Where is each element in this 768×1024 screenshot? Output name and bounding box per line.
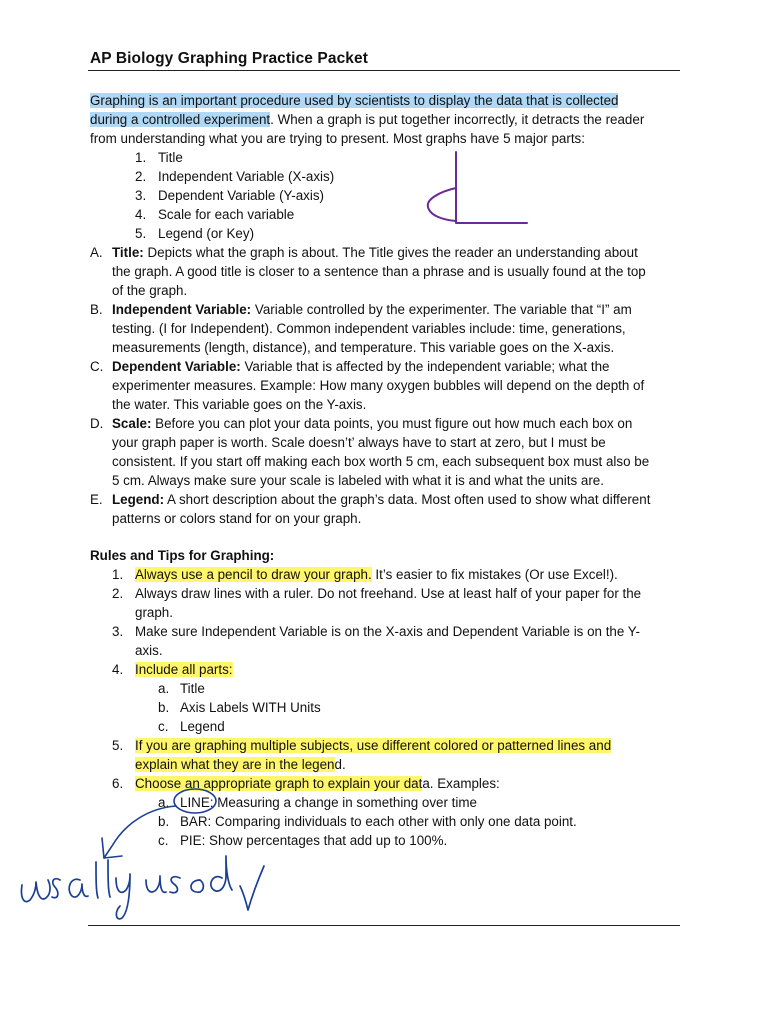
rule-num: 1. xyxy=(112,567,124,582)
intro-highlight-1: Graphing is an important procedure used by scientists to display the data that is collected xyxy=(90,93,619,108)
rule-highlight: If you are graphing multiple subjects, use different colored or patterned lines and xyxy=(135,738,612,753)
sub-item-letter: c. xyxy=(158,719,169,734)
rule-num: 2. xyxy=(112,586,124,601)
sub-item-letter: a. xyxy=(158,681,170,696)
definition-text: testing. (I for Independent). Common independent variables include: time, generations, xyxy=(112,321,626,336)
parts-item-num: 3. xyxy=(135,188,147,203)
sub-item-letter: b. xyxy=(158,814,170,829)
definition-text: patterns or colors stand for on your graph. xyxy=(112,511,362,526)
definition-term: Title: xyxy=(112,245,144,260)
sub-item: BAR: Comparing individuals to each other with only one data point. xyxy=(180,814,577,829)
rule-highlight: explain what they are in the legen xyxy=(135,757,335,772)
title-divider xyxy=(88,70,680,71)
definition-term: Scale: xyxy=(112,416,152,431)
definition-term: Dependent Variable: xyxy=(112,359,241,374)
intro-highlight-2: during a controlled experiment xyxy=(90,112,271,127)
definition-letter: D. xyxy=(90,416,104,431)
definition-text: the graph. A good title is closer to a sentence than a phrase and is usually found at the top xyxy=(112,264,646,279)
definition-text: of the graph. xyxy=(112,283,188,298)
sub-item: LINE: Measuring a change in something over time xyxy=(180,795,477,810)
definition-dependent-variable xyxy=(112,358,609,376)
sub-item-letter: b. xyxy=(158,700,170,715)
definition-text: consistent. If you start off making each box worth 5 cm, each subsequent box must also be xyxy=(112,454,650,469)
rule-highlight: Choose an appropriate graph to explain your dat xyxy=(135,776,423,791)
definition-letter: A. xyxy=(90,245,103,260)
arrowhead-icon xyxy=(102,838,122,858)
page-title: AP Biology Graphing Practice Packet xyxy=(90,50,368,67)
intro-line-2 xyxy=(90,111,644,129)
definition-term: Independent Variable: xyxy=(112,302,252,317)
rule-text: d. xyxy=(334,757,346,772)
sub-item: Legend xyxy=(180,719,225,734)
rule-item xyxy=(135,756,346,774)
parts-item: Scale for each variable xyxy=(158,207,295,222)
definition-legend xyxy=(112,491,650,509)
rule-num: 3. xyxy=(112,624,124,639)
rule-text: It’s easier to fix mistakes (Or use Excel!). xyxy=(371,567,618,582)
intro-line-1 xyxy=(90,92,618,110)
rule-item xyxy=(135,661,233,679)
rule-text: a. Examples: xyxy=(422,776,500,791)
definition-text: Before you can plot your data points, you must figure out how much each box on xyxy=(151,416,633,431)
handwriting-usually-icon xyxy=(21,860,130,919)
parts-item-num: 2. xyxy=(135,169,147,184)
parts-item: Independent Variable (X-axis) xyxy=(158,169,335,184)
definition-letter: B. xyxy=(90,302,103,317)
sub-item-letter: c. xyxy=(158,833,169,848)
parts-item: Title xyxy=(158,150,183,165)
rule-text: Make sure Independent Variable is on the X-axis and Dependent Variable is on the Y- xyxy=(135,624,640,639)
intro-text: . When a graph is put together incorrectly, it detracts the reader xyxy=(270,112,645,127)
rule-text: axis. xyxy=(135,643,163,658)
rule-num: 5. xyxy=(112,738,124,753)
definition-text: 5 cm. Always make sure your scale is labeled with what it is and what the units are. xyxy=(112,473,604,488)
sub-item-letter: a. xyxy=(158,795,170,810)
rule-item xyxy=(135,566,618,584)
definition-independent-variable xyxy=(112,301,632,319)
rule-highlight: Always use a pencil to draw your graph. xyxy=(135,567,372,582)
sub-item: Axis Labels WITH Units xyxy=(180,700,321,715)
definition-text: the water. This variable goes on the Y-axis. xyxy=(112,397,367,412)
parts-item-num: 1. xyxy=(135,150,147,165)
intro-line-3: from understanding what you are trying to present. Most graphs have 5 major parts: xyxy=(90,131,585,146)
definition-text: measurements (length, distance), and temperature. This variable goes on the X-axis. xyxy=(112,340,615,355)
handwriting-used-icon xyxy=(146,856,232,893)
rule-num: 4. xyxy=(112,662,124,677)
definition-text: A short description about the graph’s data. Most often used to show what different xyxy=(164,492,651,507)
axis-sketch-icon xyxy=(456,152,527,223)
section-heading: Rules and Tips for Graphing: xyxy=(90,548,275,563)
definition-letter: C. xyxy=(90,359,104,374)
rule-text: Always draw lines with a ruler. Do not freehand. Use at least half of your paper for the xyxy=(135,586,642,601)
definition-text: experimenter measures. Example: How many oxygen bubbles will depend on the depth of xyxy=(112,378,645,393)
rule-text: graph. xyxy=(135,605,173,620)
definition-text: your graph paper is worth. Scale doesn’t’ always have to start at zero, but I must be xyxy=(112,435,606,450)
checkmark-icon xyxy=(240,866,264,910)
axis-curve-icon xyxy=(428,188,456,221)
rule-num: 6. xyxy=(112,776,124,791)
definition-term: Legend: xyxy=(112,492,165,507)
parts-item-num: 4. xyxy=(135,207,147,222)
footer-divider xyxy=(88,925,680,926)
rule-item xyxy=(135,775,500,793)
sub-item: Title xyxy=(180,681,205,696)
definition-text: Depicts what the graph is about. The Title gives the reader an understanding about xyxy=(143,245,638,260)
rule-highlight: Include all parts: xyxy=(135,662,233,677)
definition-title xyxy=(112,244,638,262)
parts-item: Dependent Variable (Y-axis) xyxy=(158,188,324,203)
parts-item: Legend (or Key) xyxy=(158,226,255,241)
definition-letter: E. xyxy=(90,492,103,507)
definition-text: Variable that is affected by the independent variable; what the xyxy=(240,359,610,374)
definition-scale xyxy=(112,415,632,433)
sub-item: PIE: Show percentages that add up to 100%. xyxy=(180,833,448,848)
rule-item xyxy=(135,737,611,755)
parts-item-num: 5. xyxy=(135,226,147,241)
definition-text: Variable controlled by the experimenter. The variable that “I” am xyxy=(251,302,632,317)
